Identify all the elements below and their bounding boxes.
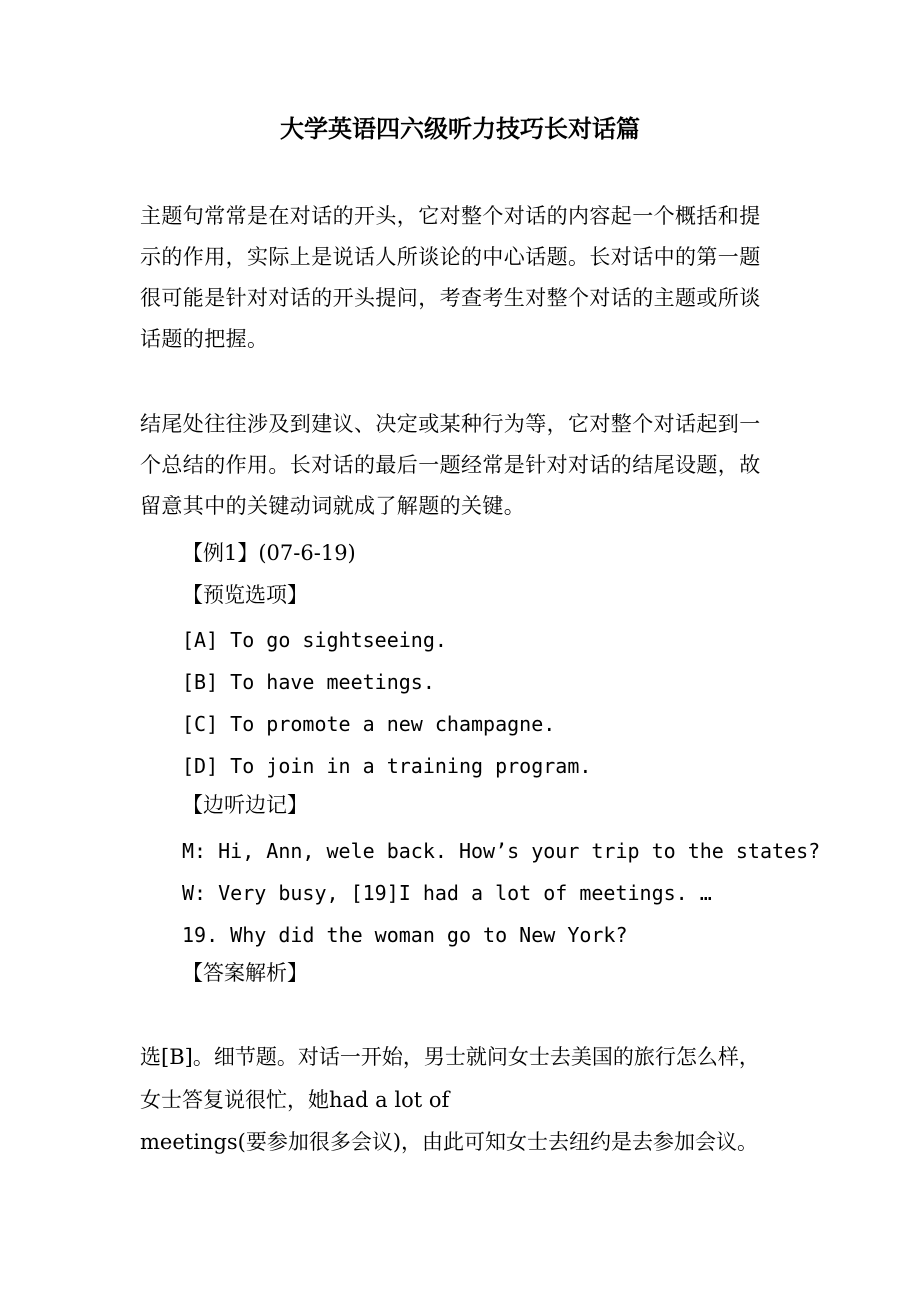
page-title: 大学英语四六级听力技巧长对话篇	[280, 114, 640, 143]
option-d: [D] To join in a training program.	[182, 754, 592, 778]
listen-heading: 【边听边记】	[182, 793, 308, 817]
answer-line-2: 女士答复说很忙，她had a lot of	[140, 1088, 450, 1112]
option-b: [B] To have meetings.	[182, 670, 435, 694]
question-line: 19. Why did the woman go to New York?	[182, 923, 628, 947]
answer-line-1: 选[B]。细节题。对话一开始，男士就问女士去美国的旅行怎么样，	[140, 1045, 760, 1069]
ending-paragraph: 结尾处往往涉及到建议、决定或某种行为等，它对整个对话起到一个总结的作用。长对话的最后一题经常是针对对话的结尾设题，故留意其中的关键动词就成了解题的关键。	[140, 412, 761, 518]
preview-heading: 【预览选项】	[182, 583, 308, 607]
option-a: [A] To go sightseeing.	[182, 628, 447, 652]
option-c: [C] To promote a new champagne.	[182, 712, 556, 736]
intro-paragraph: 主题句常常是在对话的开头，它对整个对话的内容起一个概括和提示的作用，实际上是说话人所谈论的中心话题。长对话中的第一题很可能是针对对话的开头提问，考查考生对整个对话的主题或所谈话题的把握。	[140, 204, 761, 351]
example-label: 【例1】(07-6-19)	[182, 541, 356, 565]
answer-heading: 【答案解析】	[182, 961, 308, 985]
answer-line-3: meetings(要参加很多会议)，由此可知女士去纽约是去参加会议。	[140, 1130, 759, 1154]
dialogue-line-woman: W: Very busy, [19]I had a lot of meetings. …	[182, 881, 712, 905]
dialogue-line-man: M: Hi, Ann, wele back. How’s your trip to the states?	[182, 839, 821, 863]
